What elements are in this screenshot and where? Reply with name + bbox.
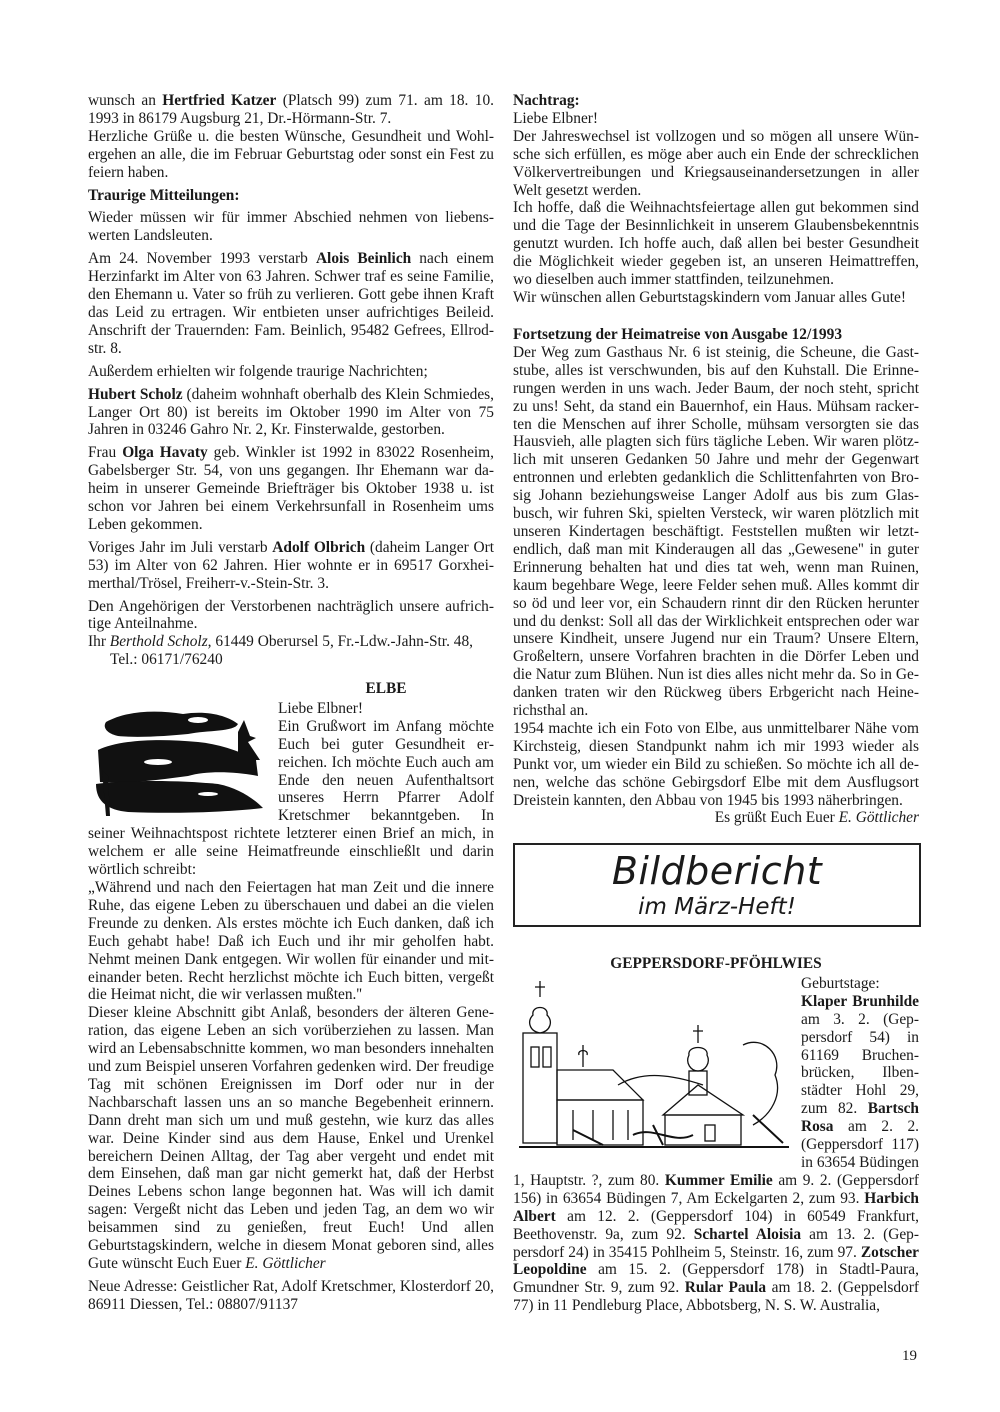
birthday-wish-katzer [88, 92, 494, 128]
text-segment: Wieder müssen wir für immer Abschied nehmen von liebenswerten Landsleuten. [88, 209, 494, 245]
birthdays-label: Geburtstage: [801, 974, 880, 992]
page-number: 19 [902, 1348, 917, 1364]
person-name: Olga Havaty [122, 444, 208, 462]
heimatreise-signature [513, 809, 919, 827]
text-segment: Den Angehörigen der Verstorbenen nachträglich unsere aufrichtige Anteilnahme. [88, 597, 494, 633]
person-name: Kummer Emilie [664, 1171, 773, 1189]
person-name: Adolf Olbrich [272, 538, 366, 556]
person-name: Hertfried Katzer [162, 92, 277, 109]
nachtrag-greeting: Liebe Elbner! [513, 109, 599, 127]
elbe-section [88, 680, 494, 1319]
nachtrag-paragraph: Der Jahreswechsel ist vollzogen und so mögen all unsere Wünsche sich erfüllen, es möge aber auch ein Ende der schrecklichen Völkervertreibungen und Kriegsauseinandersetzungen in aller Welt gesetzt werden. [513, 127, 919, 199]
church-drawing-image [513, 975, 801, 1155]
heimatreise-heading: Fortsetzung der Heimatreise von Ausgabe 12/1993 [513, 326, 843, 343]
text-segment: (Platsch 99) zum 71. am 18. 10. 1993 in 86179 Augsburg 21, Dr.-Hörmann-Str. 7. [88, 92, 494, 127]
text-segment: Dieser kleine Abschnitt gibt Anlaß, besonders der älteren Generation, das eigene Leben an sich vorüberziehen zu lassen. Man wird an Lebensabschnitte kommen, wo man besonders innehalten und zum Beispiel unseren Vorfahren gedenken wird. Der freudige Tag mit schönen Ereignissen im Dorf oder nur in der Nachbarschaft lassen uns an so manche Begebenheit erinnern. Dann dreht man sich um und muß gestehn, wie kurz das alles war. Deine Kinder sind aus dem Hause, Enkel und Urenkel bereichern Deinen Alltag, der Tag aber vergeht und endet mit dem Einsehen, daß man gar nicht gemerkt hat, daß der Herbst Deines Lebens schon lange begonnen hat. Was will ich damit sagen: Vergeßt nicht das Leben und jeden Tag, an dem wo wir beisammen sind zu genießen, freut Euch! Und allen Geburtstagskindern, welche in diesem Monat geboren sind, alles Gute wünscht Euch Euer [88, 1004, 494, 1272]
text-segment: Frau [88, 444, 123, 462]
text-segment: Ihr [88, 633, 110, 651]
text-segment: wunsch an [88, 92, 163, 109]
text-segment: Am 24. November 1993 verstarb [88, 250, 316, 268]
geppersdorf-section [513, 955, 919, 1315]
person-name: Klaper Brunhilde [801, 992, 919, 1010]
text-segment: (daheim wohnhaft oberhalb des Klein Schmiedes, Langer Ort 80) ist bereits im Oktober 1990 im Alter von 75 Jahren in 03246 Gahro Nr. 2, Kr. Finsterwalde, gestorben. [88, 385, 494, 439]
landscape-woodcut-image [88, 680, 278, 824]
geppersdorf-heading: GEPPERSDORF-PFÖHLWIES [610, 955, 822, 972]
text-segment: Herzliche Grüße u. die besten Wünsche, Gesundheit und Wohlergehen an alle, die im Februar Geburtstag oder sonst ein Fest zu feiern haben. [88, 127, 494, 181]
obituary-olbrich [88, 539, 494, 593]
text-segment: „Während und nach den Feiertagen hat man Zeit und die innere Ruhe, das eigene Leben zu überschauen und dabei an die vielen Freunde zu denken. Als erstes möchte ich Euch danken, daß ich Euch gehabt habe! Daß ich Euch und ihr mir geholfen habt. Nehmt meinen Dank entgegen. Wir wollen für einander und miteinander beten. Recht herzlichst möchte ich Euch bitten, vergeßt die Heimat nicht, die wir verlassen mußten.'' [88, 878, 494, 1004]
sad-news-heading: Traurige Mitteilungen: [88, 186, 240, 204]
signature-scholz [88, 633, 494, 669]
elbe-quote [88, 879, 494, 1004]
text-segment: E. Göttlicher [245, 1255, 326, 1272]
text-segment: Voriges Jahr im Juli verstarb [88, 538, 273, 556]
bildbericht-subtitle: im März-Heft! [638, 894, 796, 920]
text-segment: Außerdem erhielten wir folgende traurige Nachrichten; [88, 362, 428, 380]
person-name: Hubert Scholz [88, 385, 183, 403]
obituary-havaty [88, 444, 494, 534]
person-name: Zotscher Leopoldine [513, 1243, 919, 1279]
obituary-intro [88, 209, 494, 245]
text-segment: Es grüßt Euch Euer [714, 809, 839, 827]
bildbericht-title: Bildbericht [611, 849, 823, 893]
elbe-greeting: Liebe Elbner! [278, 699, 364, 717]
text-segment: am 13. 2. (Geppersdorf 24) in 35415 Pohlheim 5, Steinstr. 16, zum 97. [513, 1225, 919, 1261]
text-segment: geb. Winkler ist 1992 in 83022 Rosenheim, Gabelsberger Str. 54, von uns gegangen. Ihr Ehemann war daheim in unserer Gemeinde Briefträger bis Oktober 1938 u. ist schon vor Jahren bei einem Verkehrsunfall in Rosenheim ums Leben gekommen. [88, 444, 494, 533]
nachtrag-paragraph: Ich hoffe, daß die Weihnachtsfeiertage allen gut bekommen sind und die Tage der Besinnlichkeit in unserem Glaubensbekenntnis genutzt wurden. Ich hoffe auch, daß allen bei bester Gesundheit die Möglichkeit wieder gegeben ist, an unseren Heimattreffen, wo dieselben auch immer stattfinden, teilzunehmen. [513, 199, 919, 289]
person-name: Alois Beinlich [315, 250, 412, 268]
heimatreise-paragraph: 1954 machte ich ein Foto von Elbe, aus unmittelbarer Nähe vom Kirchsteig, diesen Standpunkt nahm ich mir 1993 wieder als Punkt vor, um wieder ein Bild zu schießen. So möchte ich all denen, welche das schöne Gebirgsdorf Elbe mit dem Ausflugsort Dreistein kannten, den Abbau von 1945 bis 1993 näherbringen. [513, 719, 919, 809]
text-segment: am 9. 2. (Geppersdorf 156) in 63654 Büdingen 7, Am Eckelgarten 2, zum 93. [513, 1171, 920, 1207]
text-segment: Ein Grußwort im Anfang möchte Euch bei guter Gesundheit erreichen. Ich möchte Euch auch am Ende den neuen Aufenthaltsort unseres Herrn Pfarrer Adolf Kretschmer bekanntgeben. In seiner Weihnachtspost richtete letzterer einen Brief an mich, in welchem er alle seine Heimatfreunde einschließlt und darin wörtlich schreibt: [88, 717, 494, 879]
bildbericht-notice-box [513, 843, 921, 927]
person-name: Rular Paula [684, 1279, 767, 1297]
text-segment: am 18. 2. (Geppelsdorf 77) in 11 Pendleburg Place, Abbotsberg, N. S. W. Australia, [513, 1279, 919, 1315]
text-segment: E. Göttlicher [838, 809, 919, 827]
text-segment: am 3. 2. (Geppersdorf 54) in 61169 Bruchenbrücken, Ilbenstädter Hohl 29, zum 82. [801, 1010, 919, 1118]
right-column-top [513, 92, 919, 307]
obituary-further [88, 363, 494, 381]
text-segment: nach einem Herzinfarkt im Alter von 63 Jahren. Schwer traf es seine Familie, den Ehemann u. Vater so früh zu verlieren. Gott gebe ihnen Kraft das Leid zu ertragen. Wir entbieten unser aufrichtiges Beileid. Anschrift der Trauernden: Fam. Beinlich, 95482 Gefrees, Ellrodstr. 8. [88, 250, 495, 357]
nachtrag-paragraph: Wir wünschen allen Geburtstagskindern vom Januar alles Gute! [513, 288, 907, 306]
person-name: Harbich Albert [513, 1189, 919, 1225]
greetings-paragraph [88, 128, 494, 182]
left-column [88, 92, 494, 674]
obituary-beinlich [88, 250, 494, 357]
nachtrag-heading: Nachtrag: [513, 92, 580, 109]
elbe-heading: ELBE [365, 680, 407, 697]
text-segment: Berthold Scholz, [109, 633, 212, 651]
text-segment: am 15. 2. (Geppersdorf 178) in Stadtl-Paura, Gmundner Str. 9, zum 92. [513, 1261, 919, 1297]
heimatreise-paragraph: Der Weg zum Gasthaus Nr. 6 ist steinig, die Scheune, die Gaststube, alles ist verschwunden, bis auf den Kuhstall. Die Erinnerungen werden in uns wach. Jeder Baum, der noch steht, spricht zu uns! Seht, da stand ein Bauernhof, ein Haus. Mühsam rackerten die Menschen auf ihrer Scholle, mühsam versorgten sie das Hausvieh, alle plagten sich fürs tägliche Leben. Wir waren plötzlich mit unseren Gedanken 50 Jahre und mehr der Gegenwart entronnen und erlebten gedanklich die Schlittenfahrten von Brosig Johann beziehungsweise Langer Adolf aus bis zum Glasbusch, wir fuhren Ski, spielten Versteck, wir waren plötzlich mit unseren Kindertagen beschäftigt. Feststellen mußten wir letztendlich, daß man mit Kinderaugen all das „Gewesene'' in guter Erinnerung behalten hat und dies tat weh, wenn man Ruinen, kaum begehbare Wege, leere Felder sehen muß. Alles kommt dir so öd und leer vor, ein Schaudern rinnt dir den Rücken herunter und du denkst: Soll all das der Wirklichkeit entsprechen oder war unsere Kindheit, unsere Jugend nur ein Traum? Unsere Eltern, Großeltern, unsere Vorfahren brachten in die Dörfer Leben und die Natur zum Blühen. Nun ist dies alles nicht mehr da. So in Gedanken traten wir den Rückweg übers Erbgericht nach Heinerichsthal an. [513, 343, 919, 720]
text-segment: am 2. 2. (Geppersdorf 117) in 63654 Büdingen 1, Hauptstr. ?, zum 80. [513, 1118, 919, 1189]
elbe-reflection [88, 1004, 494, 1273]
text-segment: 61449 Oberursel 5, Fr.-Ldw.-Jahn-Str. 48, Tel.: 06171/76240 [110, 633, 474, 669]
person-name: Schartel Aloisia [693, 1225, 802, 1243]
condolences [88, 598, 494, 634]
person-name: Bartsch Rosa [801, 1100, 919, 1136]
text-segment: (daheim Langer Ort 53) im Alter von 62 Jahren. Hier wohnte er in 69517 Gorxheimerthal/Trösel, Freiherr-v.-Stein-Str. 3. [88, 538, 494, 592]
new-address-kretschmer [88, 1278, 494, 1314]
obituary-scholz [88, 386, 494, 440]
heimatreise-section [513, 326, 919, 827]
text-segment: Neue Adresse: Geistlicher Rat, Adolf Kretschmer, Klosterdorf 20, 86911 Diessen, Tel.: 08807/91137 [88, 1277, 494, 1313]
text-segment: am 12. 2. (Geppersdorf 104) in 60549 Frankfurt, Beethovenstr. 9a, zum 92. [513, 1207, 919, 1243]
